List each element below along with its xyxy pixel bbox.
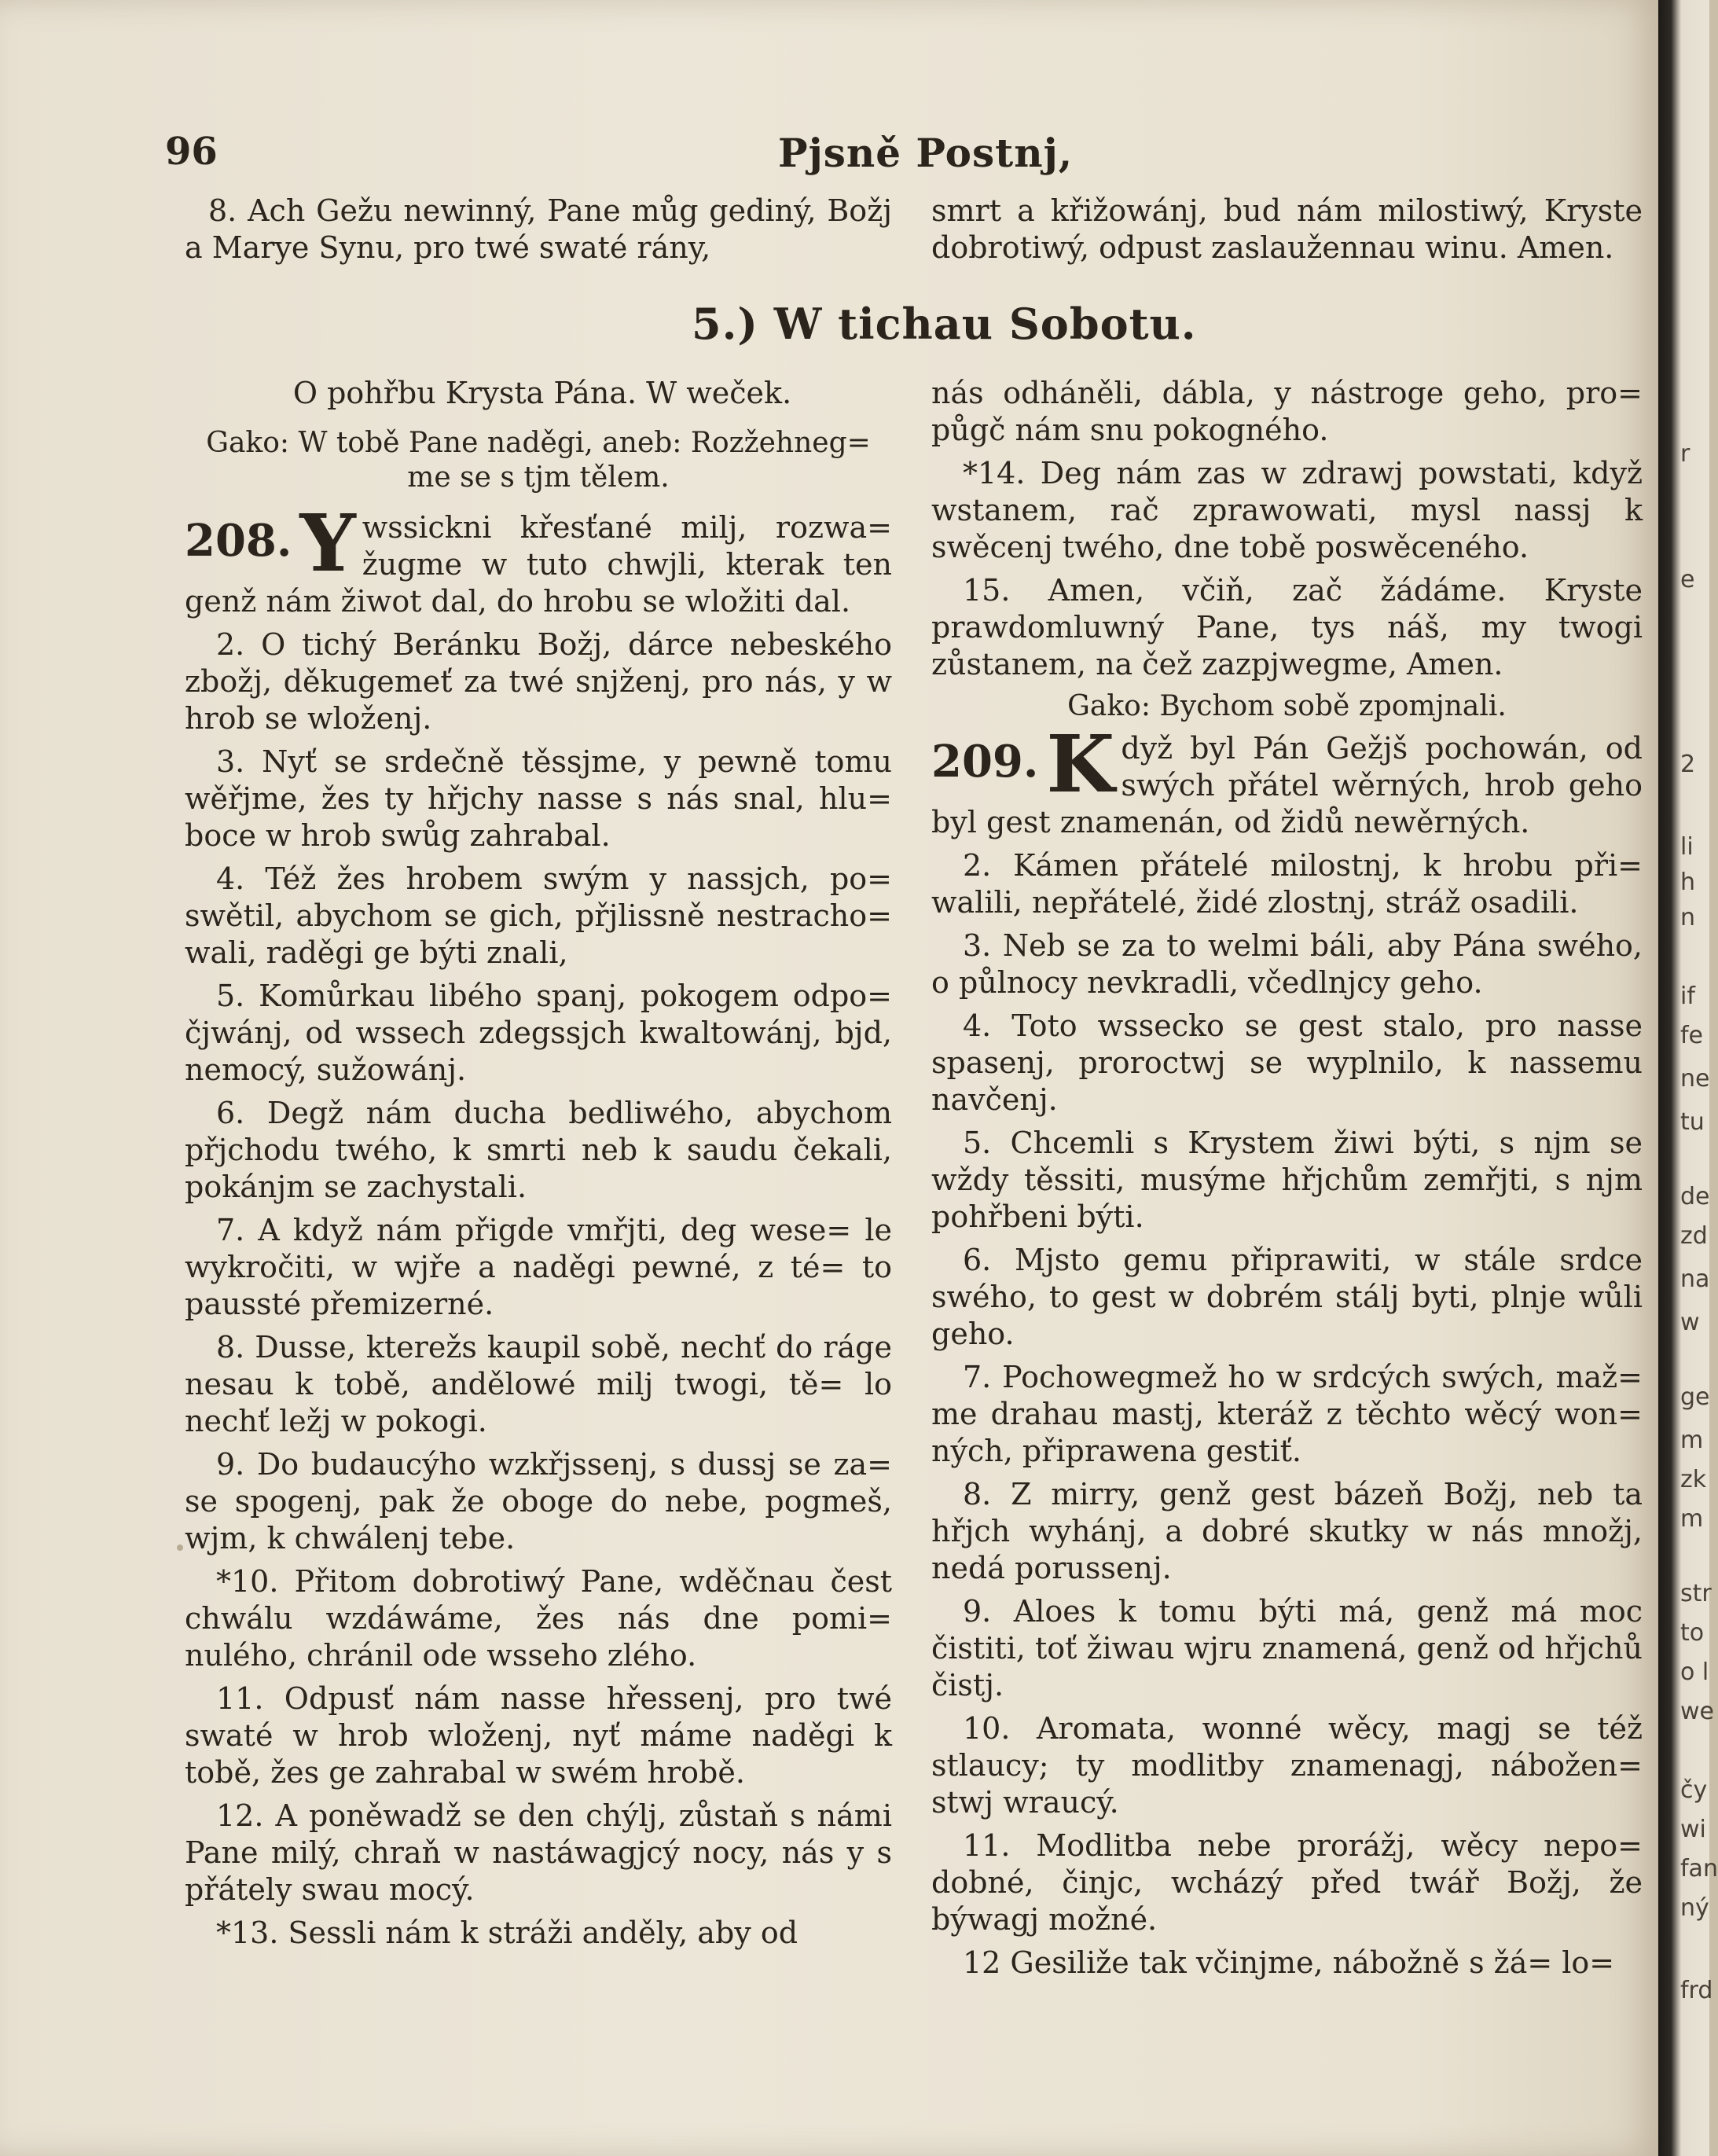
verse: 7. A když nám přigde vmřjti, deg wese= le wykročiti, w wjře a naděgi pewné, z té= to paussté přemizerné. bbox=[185, 1213, 892, 1321]
verse: 8. Z mirry, genž gest bázeň Božj, neb ta hřjch wyhánj, a dobré skutky w nás množj, nedá porussenj. bbox=[931, 1477, 1643, 1585]
verse: 2. Kámen přátelé milostnj, k hrobu při= walili, nepřátelé, židé zlostnj, stráž osadili. bbox=[931, 848, 1643, 920]
verse: 8. Dusse, kterežs kaupil sobě, nechť do ráge nesau k tobě, andělowé milj twogi, tě= lo nechť ležj w pokogi. bbox=[185, 1330, 892, 1438]
edge-fragment: we bbox=[1680, 1698, 1714, 1725]
verse: 5. Chcemli s Krystem žiwi býti, s njm se wždy těssiti, musýme hřjchům zemřjti, s njm pohřbeni býti. bbox=[931, 1126, 1643, 1234]
verse: 11. Modlitba nebe prorážj, wěcy nepo= dobné, činjc, wcházý před twář Božj, že býwagj možné. bbox=[931, 1828, 1643, 1937]
verse-continuation-left: 8. Ach Gežu newinný, Pane můg gediný, Božj a Marye Synu, pro twé swaté rány, bbox=[185, 193, 892, 265]
edge-fragment: de bbox=[1680, 1183, 1710, 1210]
verse: 15. Amen, včiň, zač žádáme. Kryste prawdomluwný Pane, tys náš, my twogi zůstanem, na čež zazpjwegme, Amen. bbox=[931, 573, 1643, 681]
verse: 12 Gesiliže tak včinjme, nábožně s žá= lo= bbox=[963, 1945, 1615, 1980]
verse: 2. O tichý Beránku Božj, dárce nebeského zbožj, děkugemeť za twé snjženj, pro nás, y w hrob se wloženj. bbox=[185, 627, 892, 736]
edge-fragment: fe bbox=[1680, 1022, 1704, 1049]
edge-fragment: ný bbox=[1680, 1894, 1709, 1922]
hymn-first-verse: wssickni křesťané milj, rozwa= žugme w tuto chwjli, kterak ten genž nám žiwot dal, do hrobu se wložiti dal. bbox=[185, 510, 892, 619]
edge-fragment: o l bbox=[1680, 1658, 1709, 1686]
verse: 4. Toto wssecko se gest stalo, pro nasse spasenj, proroctwj se wyplnilo, k nassemu navčenj. bbox=[931, 1008, 1643, 1117]
hymn-number: 208. bbox=[185, 515, 292, 567]
verse: *13. Sessli nám k stráži anděly, aby od bbox=[216, 1915, 798, 1950]
hymn-208-opening bbox=[185, 497, 892, 620]
drop-cap: Y bbox=[299, 497, 356, 590]
hymn-number: 209. bbox=[931, 736, 1039, 788]
edge-fragment: ge bbox=[1680, 1383, 1710, 1411]
edge-fragment: li bbox=[1680, 833, 1694, 861]
edge-fragment: fan bbox=[1680, 1855, 1718, 1882]
edge-fragment: zk bbox=[1680, 1466, 1707, 1493]
hymn-209-opening bbox=[931, 718, 1643, 841]
edge-fragment: m bbox=[1680, 1427, 1704, 1454]
melody-note: Gako: Bychom sobě zpomjnali. bbox=[1067, 690, 1507, 722]
running-title: Pjsně Postnj, bbox=[778, 130, 1074, 176]
edge-fragment: n bbox=[1680, 904, 1696, 931]
ink-smudge bbox=[177, 1544, 183, 1551]
next-page-edge-fragments bbox=[1680, 0, 1718, 2156]
verse: 3. Nyť se srdečně těssjme, y pewně tomu wěřjme, žes ty hřjchy nasse s nás snal, hlu= boce w hrob swůg zahrabal. bbox=[185, 744, 892, 853]
right-column bbox=[931, 193, 1643, 1982]
section-heading: 5.) W tichau Sobotu. bbox=[692, 299, 1197, 349]
verse: 5. Komůrkau libého spanj, pokogem odpo= čjwánj, od wssech zdegssjch kwaltowánj, bjd, nemocý, sužowánj. bbox=[185, 979, 892, 1087]
verse: 6. Degž nám ducha bedliwého, abychom přjchodu twého, k smrti neb k saudu čekali, pokánjm se zachystali. bbox=[185, 1096, 892, 1204]
melody-note: Gako: W tobě Pane naděgi, aneb: Rozžehneg= me se s tjm tělem. bbox=[206, 427, 871, 494]
page-number: 96 bbox=[165, 130, 218, 174]
verse: 11. Odpusť nám nasse hřessenj, pro twé swaté w hrob wloženj, nyť máme naděgi k tobě, žes ge zahrabal w swém hrobě. bbox=[185, 1681, 892, 1790]
edge-fragment: frd bbox=[1680, 1977, 1713, 2004]
edge-fragment: if bbox=[1680, 983, 1695, 1010]
verse: 3. Neb se za to welmi báli, aby Pána swého, o půlnocy nevkradli, včedlnjcy geho. bbox=[931, 928, 1643, 1000]
verse: 4. Též žes hrobem swým y nassjch, po= swětil, abychom se gich, přjlissně nestracho= wali, raděgi ge býti znali, bbox=[185, 861, 892, 970]
edge-fragment: e bbox=[1680, 566, 1695, 593]
edge-fragment: w bbox=[1680, 1309, 1700, 1336]
edge-fragment: tu bbox=[1680, 1108, 1705, 1136]
verse: 7. Pochowegmež ho w srdcých swých, maž= me drahau mastj, kteráž z těchto wěcý won= ných, připrawena gestiť. bbox=[931, 1360, 1643, 1468]
verse: 6. Mjsto gemu připrawiti, w stále srdce swého, to gest w dobrém stálj byti, plnje wůli geho. bbox=[931, 1243, 1643, 1351]
edge-fragment: zd bbox=[1680, 1222, 1708, 1250]
edge-fragment: čy bbox=[1680, 1776, 1708, 1804]
section-subtitle: O pohřbu Krysta Pána. W weček. bbox=[292, 376, 792, 410]
edge-fragment: h bbox=[1680, 869, 1696, 896]
verse-continuation-right: smrt a křižowánj, bud nám milostiwý, Kryste dobrotiwý, odpust zaslaužennau winu. Amen. bbox=[931, 193, 1643, 265]
edge-fragment: r bbox=[1680, 440, 1690, 468]
edge-fragment: str bbox=[1680, 1580, 1712, 1607]
verse: 12. A poněwadž se den chýlj, zůstaň s námi Pane milý, chraň w nastáwagjcý nocy, nás y s přátely swau mocý. bbox=[185, 1798, 892, 1907]
page-header bbox=[165, 130, 1643, 185]
edge-fragment: to bbox=[1680, 1619, 1705, 1647]
verse-continuation: nás odháněli, dábla, y nástroge geho, pro= půgč nám snu pokogného. bbox=[931, 376, 1643, 447]
verse: *14. Deg nám zas w zdrawj powstati, když wstanem, rač zprawowati, mysl nassj k swěcenj twého, dne tobě poswěceného. bbox=[931, 456, 1643, 564]
verse: *10. Přitom dobrotiwý Pane, wděčnau čest chwálu wzdáwáme, žes nás dne pomi= nulého, chránil ode wsseho zlého. bbox=[185, 1564, 892, 1673]
edge-fragment: wi bbox=[1680, 1816, 1706, 1843]
edge-fragment: 2 bbox=[1680, 751, 1696, 778]
edge-fragment: ne bbox=[1680, 1065, 1710, 1093]
verse: 9. Do budaucýho wzkřjssenj, s dussj se za= se spogenj, pak že oboge do nebe, pogmeš, wjm, k chwálenj tebe. bbox=[185, 1447, 892, 1555]
edge-fragment: m bbox=[1680, 1505, 1704, 1533]
left-column bbox=[185, 193, 892, 1952]
verse: 10. Aromata, wonné wěcy, magj se též stlaucy; ty modlitby znamenagj, nábožen= stwj wraucý. bbox=[931, 1711, 1643, 1820]
hymn-first-verse: dyž byl Pán Gežjš pochowán, od swých přátel wěrných, hrob geho byl gest znamenán, od židů newěrných. bbox=[931, 731, 1643, 839]
verse: 9. Aloes k tomu býti má, genž má moc čistiti, toť žiwau wjru znamená, genž od hřjchů čistj. bbox=[931, 1594, 1643, 1702]
edge-fragment: na bbox=[1680, 1265, 1710, 1293]
drop-cap: K bbox=[1046, 718, 1115, 810]
